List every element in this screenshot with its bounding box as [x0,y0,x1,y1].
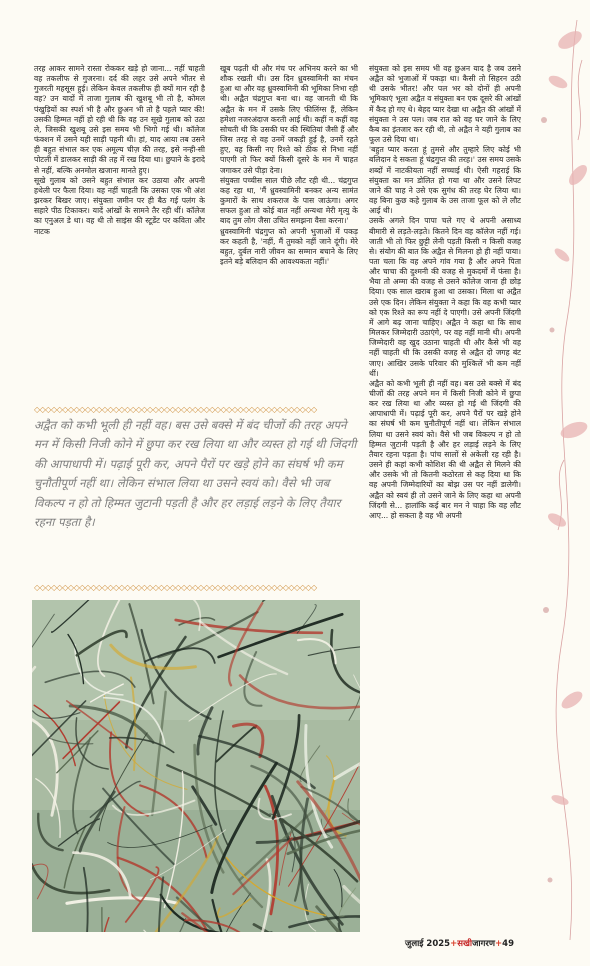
paragraph: तरह आकर सामने रास्ता रोककर खड़े हो जाना... नहीं चाहती वह तकलीफ से गुजरना। दर्द की लहर उसे अपने भीतर से गुजरती महसूस हुई। लेकिन केवल तकलीफ ही क्यों मान रही है वह? उन यादों में ताजा गुलाब की खुशबू भी तो है, कोमल पंखुड़ियों का स्पर्श भी है और छुअन भी तो है पहले प्यार की! उसकी हिम्मत नहीं हो रही थी कि वह उन सूखे गुलाब को उठा ले, जिसकी खुशबू उसे इस समय भी भिगो गई थी। कॉलेज फंक्शन में उसने यही साड़ी पहनी थी। हां, याद आया तब उसने ही बहुत संभाल कर एक अमूल्य चीज़ की तरह, इसे नन्ही-सी पोटली में डालकर साड़ी की तह में रख दिया था। छुपाने के इरादे से नहीं, बल्कि अनमोल खजाना मानते हुए। [34,64,205,176]
paragraph: संयुक्ता पच्चीस साल पीछे लौट रही थी... चंद्रगुप्त कह रहा था, 'मैं ध्रुवस्वामिनी बनकर अन्य सामंत कुमारों के साथ शकराज के पास जाऊंगा। अगर सफल हुआ तो कोई बात नहीं अन्यथा मेरी मृत्यु के बाद तुम लोग जैसा उचित समझना वैसा करना।' [220,176,358,227]
paragraph: उसके अगले दिन पापा चले गए थे अपनी असाध्य बीमारी से लड़ते-लड़ते। कितने दिन वह कॉलेज नहीं गई। जाती भी तो फिर छुट्टी लेनी पड़ती किसी न किसी वजह से। संयोग की बात कि अद्वैत से मिलना हो ही नहीं पाया। पता चला कि वह अपने गांव गया है और अपने पिता और चाचा की दुश्मनी की वजह से मुकदमों में फंसा है। भैया तो अम्मा की वजह से उसने कॉलेज जाना ही छोड़ दिया। एक साल खराब हुआ था उसका। मिला था अद्वैत उसे एक दिन। लेकिन संयुक्ता ने कहा कि वह कभी प्यार को एक रिश्ते का रूप नहीं दे पाएगी। उसे अपनी जिंदगी में आगे बढ़ जाना चाहिए। अद्वैत ने कहा था कि साथ मिलकर जिम्मेदारी उठाएंगे, पर वह नहीं मानी थी। अपनी जिम्मेदारी वह खुद उठाना चाहती थी और कैसे भी वह नहीं चाहती थी कि उसकी वजह से अद्वैत दो जगह बंट जाए। आखिर उसके परिवार की मुश्किलें भी कम नहीं थीं। [369,216,521,379]
page-footer [405,938,514,949]
abstract-painting-illustration [32,600,360,932]
paragraph: सूखे गुलाब को उसने बहुत संभाल कर उठाया और अपनी हथेली पर फैला दिया। वह नहीं चाहती कि उसका एक भी अंश झरकर बिखर जाए। संयुक्ता जमीन पर ही बैठ गई पलंग के सहारे पीठ टिकाकर। यादें आंखों के सामने तैर रही थीं। कॉलेज का एनुअल डे था। वह थी तो साइंस की स्टूडेंट पर कविता और नाटक [34,176,205,237]
ornament-divider: ◇◇◇◇◇◇◇◇◇◇◇◇◇◇◇◇◇◇◇◇◇◇◇◇◇◇◇◇◇◇◇◇◇◇◇◇◇◇◇◇◇◇◇◇◇◇◇◇◇◇ [34,406,358,414]
plus-sign: + [450,939,457,949]
issue-date: जुलाई 2025 [405,939,450,949]
paragraph: संयुक्ता को इस समय भी वह छुअन याद है जब उसने अद्वैत को भुजाओं में पकड़ा था। कैसी तो सिहरन उठी थी उसके भीतर! और पल भर को दोनों ही अपनी भूमिकाएं भूला अद्वैत व संयुक्ता बन एक दूसरे की आंखों में कैद हो गए थे। बेहद प्यार देखा था अद्वैत की आंखों में संयुक्ता ने उस पल। जब रात को वह घर जाने के लिए कैब का इंतजार कर रही थी, तो अद्वैत ने यही गुलाब का फूल उसे दिया था। [369,64,521,145]
paragraph: खूब पढ़ती थी और मंच पर अभिनय करने का भी शौक रखती थी। उस दिन ध्रुवस्वामिनी का मंचन हुआ था और वह ध्रुवस्वामिनी की भूमिका निभा रही थी। अद्वैत चंद्रगुप्त बना था। वह जानती थी कि अद्वैत के मन में उसके लिए फीलिंग्स हैं, लेकिन हमेशा नजरअंदाज करती आई थी। कहीं न कहीं वह सोचती थी कि उसकी घर की स्थितियां जैसी हैं और जिस तरह से वह उनमें जकड़ी हुई है, उनमें रहते हुए, वह किसी नए रिश्ते को ठीक से निभा नहीं पाएगी तो फिर क्यों किसी दूसरे के मन में चाहत जगाकर उसे पीड़ा देना। [220,64,358,176]
article-column-1 [34,64,205,402]
plus-sign: + [495,939,502,949]
paragraph: अद्वैत को कभी भूली ही नहीं वह। बस उसे बक्से में बंद चीजों की तरह अपने मन में किसी निजी कोने में छुपा कर रख लिया था और व्यस्त हो गई थी जिंदगी की आपाधापी में। पढ़ाई पूरी कर, अपने पैरों पर खड़े होने का संघर्ष भी कम चुनौतीपूर्ण नहीं था। लेकिन संभाल लिया था उसने स्वयं को। वैसे भी जब विकल्प न हो तो हिम्मत जुटानी पड़ती है और हर लड़ाई लड़ने के लिए तैयार रहना पड़ता है। पांच सालों से अकेली रह रही है। उसने ही कहां कभी कोशिश की थी अद्वैत से मिलने की और उसके भी तो कितनी कठोरता से कह दिया था कि वह अपनी जिम्मेदारियों का बोझ उस पर नहीं डालेगी। अद्वैत को स्वयं ही तो उसने जाने के लिए कहा था अपनी जिंदगी से... हालांकि कई बार मन ने चाहा कि वह लौट आए... हो सकता है वह भी अपनी [369,379,521,521]
floral-border-decoration [522,0,590,962]
paragraph: ध्रुवस्वामिनी चंद्रगुप्त को अपनी भुजाओं में पकड़ कर कहती है, 'नहीं, मैं तुमको नहीं जाने दूंगी। मेरे बहुत, दुर्बल नारी जीवन का सम्मान बचाने के लिए इतने बड़े बलिदान की आवश्यकता नहीं।' [220,227,358,268]
page-number: 49 [502,939,514,949]
article-column-3 [369,64,521,934]
brand-sakhi: सखी [457,939,472,949]
ornament-divider: ◇◇◇◇◇◇◇◇◇◇◇◇◇◇◇◇◇◇◇◇◇◇◇◇◇◇◇◇◇◇◇◇◇◇◇◇◇◇◇◇◇◇◇◇◇◇◇◇◇◇ [34,584,358,592]
brand-jagran: जागरण [472,939,495,949]
pull-quote: अद्वैत को कभी भूली ही नहीं वह। बस उसे बक्से में बंद चीजों की तरह अपने मन में किसी निजी कोने में छुपा कर रख लिया था और व्यस्त हो गई थी जिंदगी की आपाधापी में। पढ़ाई पूरी कर, अपने पैरों पर खड़े होने का संघर्ष भी कम चुनौतीपूर्ण नहीं था। लेकिन संभाल लिया था उसने स्वयं को। वैसे भी जब विकल्प न हो तो हिम्मत जुटानी पड़ती है और हर लड़ाई लड़ने के लिए तैयार रहना पड़ता है। [34,416,360,532]
article-column-2 [220,64,358,402]
paragraph: 'बहुत प्यार करता हूं तुमसे और तुम्हारे लिए कोई भी बलिदान दे सकता हूं चंद्रगुप्त की तरह।' उस समय उसके शब्दों में नाटकीयता नहीं सच्चाई थी। ऐसी गहराई कि संयुक्ता का मन डोलित हो गया था और उसने लिपट जाने की चाह ने उसे एक सुगंध की तरह घेर लिया था। वह बिना कुछ कहे गुलाब के उस ताजा फूल को ले लौट आई थी। [369,145,521,216]
